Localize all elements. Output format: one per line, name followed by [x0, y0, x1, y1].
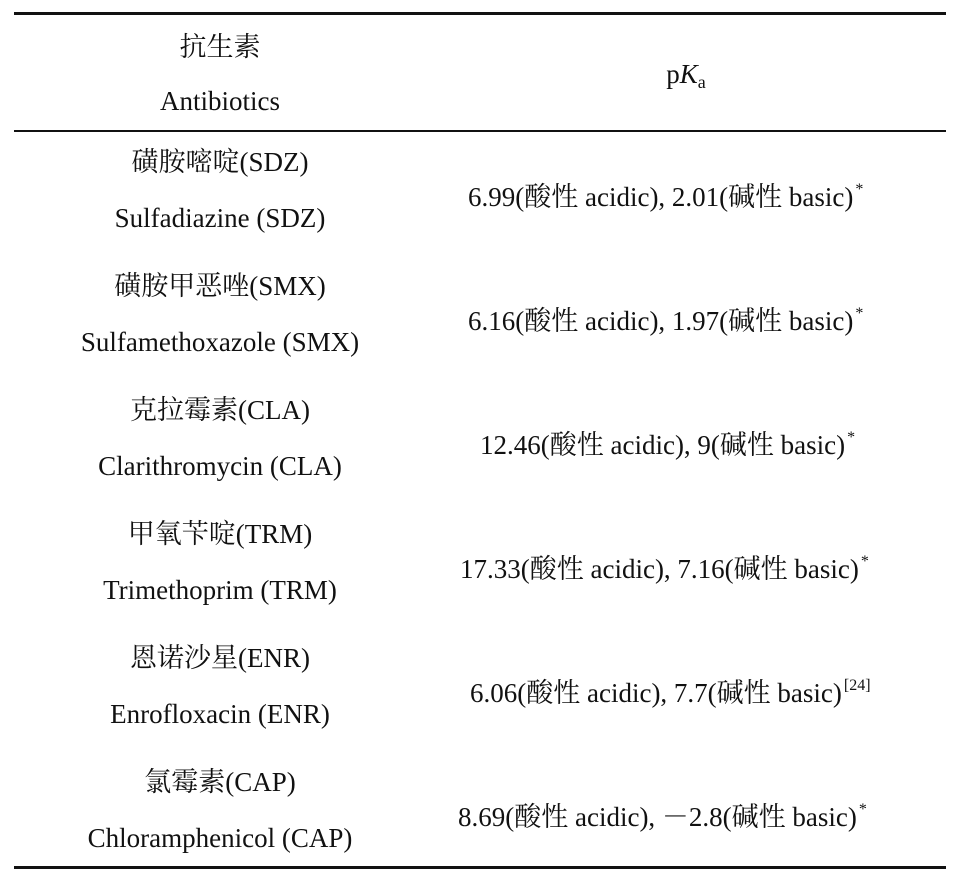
header-antibiotics-cell	[14, 15, 426, 130]
header-pka-cell	[426, 58, 946, 98]
table-row	[14, 504, 946, 628]
pka-value: 8.69(酸性 acidic), －2.8(碱性 basic)	[458, 802, 857, 832]
antibiotic-name-zh: 克拉霉素(CLA)	[130, 395, 310, 425]
header-pka-sub: a	[697, 72, 706, 92]
antibiotic-cell	[14, 504, 426, 628]
antibiotic-name-zh: 磺胺嘧啶(SDZ)	[131, 147, 309, 177]
antibiotic-cell	[14, 752, 426, 876]
antibiotic-name-en: Chloramphenicol (CAP)	[87, 823, 353, 853]
antibiotic-cell	[14, 132, 426, 256]
antibiotic-cell	[14, 380, 426, 504]
antibiotic-name-zh: 恩诺沙星(ENR)	[130, 643, 310, 673]
table-row	[14, 132, 946, 256]
antibiotic-name-en: Clarithromycin (CLA)	[98, 451, 342, 481]
pka-value: 6.06(酸性 acidic), 7.7(碱性 basic)	[470, 678, 842, 708]
pka-value: 6.99(酸性 acidic), 2.01(碱性 basic)	[468, 182, 854, 212]
antibiotic-name-en: Trimethoprim (TRM)	[103, 575, 337, 605]
header-pka-p: p	[666, 59, 680, 89]
header-antibiotics-en: Antibiotics	[160, 86, 280, 116]
pka-cell	[480, 422, 940, 461]
antibiotic-cell	[14, 256, 426, 380]
header-antibiotics-zh: 抗生素	[179, 32, 261, 62]
antibiotic-name-zh: 氯霉素(CAP)	[144, 767, 296, 797]
antibiotic-cell	[14, 628, 426, 752]
header-pka-k: K	[679, 59, 698, 89]
antibiotic-name-zh: 甲氧苄啶(TRM)	[127, 519, 313, 549]
pka-note: *	[855, 305, 864, 322]
antibiotic-name-en: Sulfamethoxazole (SMX)	[80, 327, 360, 357]
pka-note: *	[858, 801, 867, 818]
pka-table	[14, 12, 946, 872]
pka-cell	[470, 670, 940, 709]
pka-cell	[468, 174, 938, 213]
pka-cell	[468, 298, 938, 337]
antibiotic-name-zh: 磺胺甲恶唑(SMX)	[114, 271, 326, 301]
pka-cell	[458, 794, 940, 833]
pka-value: 12.46(酸性 acidic), 9(碱性 basic)	[480, 430, 846, 460]
table-row	[14, 380, 946, 504]
table-body	[14, 132, 946, 866]
table-row	[14, 628, 946, 752]
table-header	[14, 15, 946, 130]
pka-note: [24]	[843, 677, 871, 694]
table-row	[14, 752, 946, 876]
antibiotic-name-en: Sulfadiazine (SDZ)	[114, 203, 326, 233]
pka-note: *	[860, 553, 869, 570]
pka-note: *	[855, 181, 864, 198]
pka-value: 6.16(酸性 acidic), 1.97(碱性 basic)	[468, 306, 854, 336]
pka-note: *	[847, 429, 856, 446]
antibiotic-name-en: Enrofloxacin (ENR)	[110, 699, 330, 729]
pka-cell	[460, 546, 940, 585]
pka-value: 17.33(酸性 acidic), 7.16(碱性 basic)	[460, 554, 859, 584]
table-bottom-rule	[14, 866, 946, 869]
table-row	[14, 256, 946, 380]
